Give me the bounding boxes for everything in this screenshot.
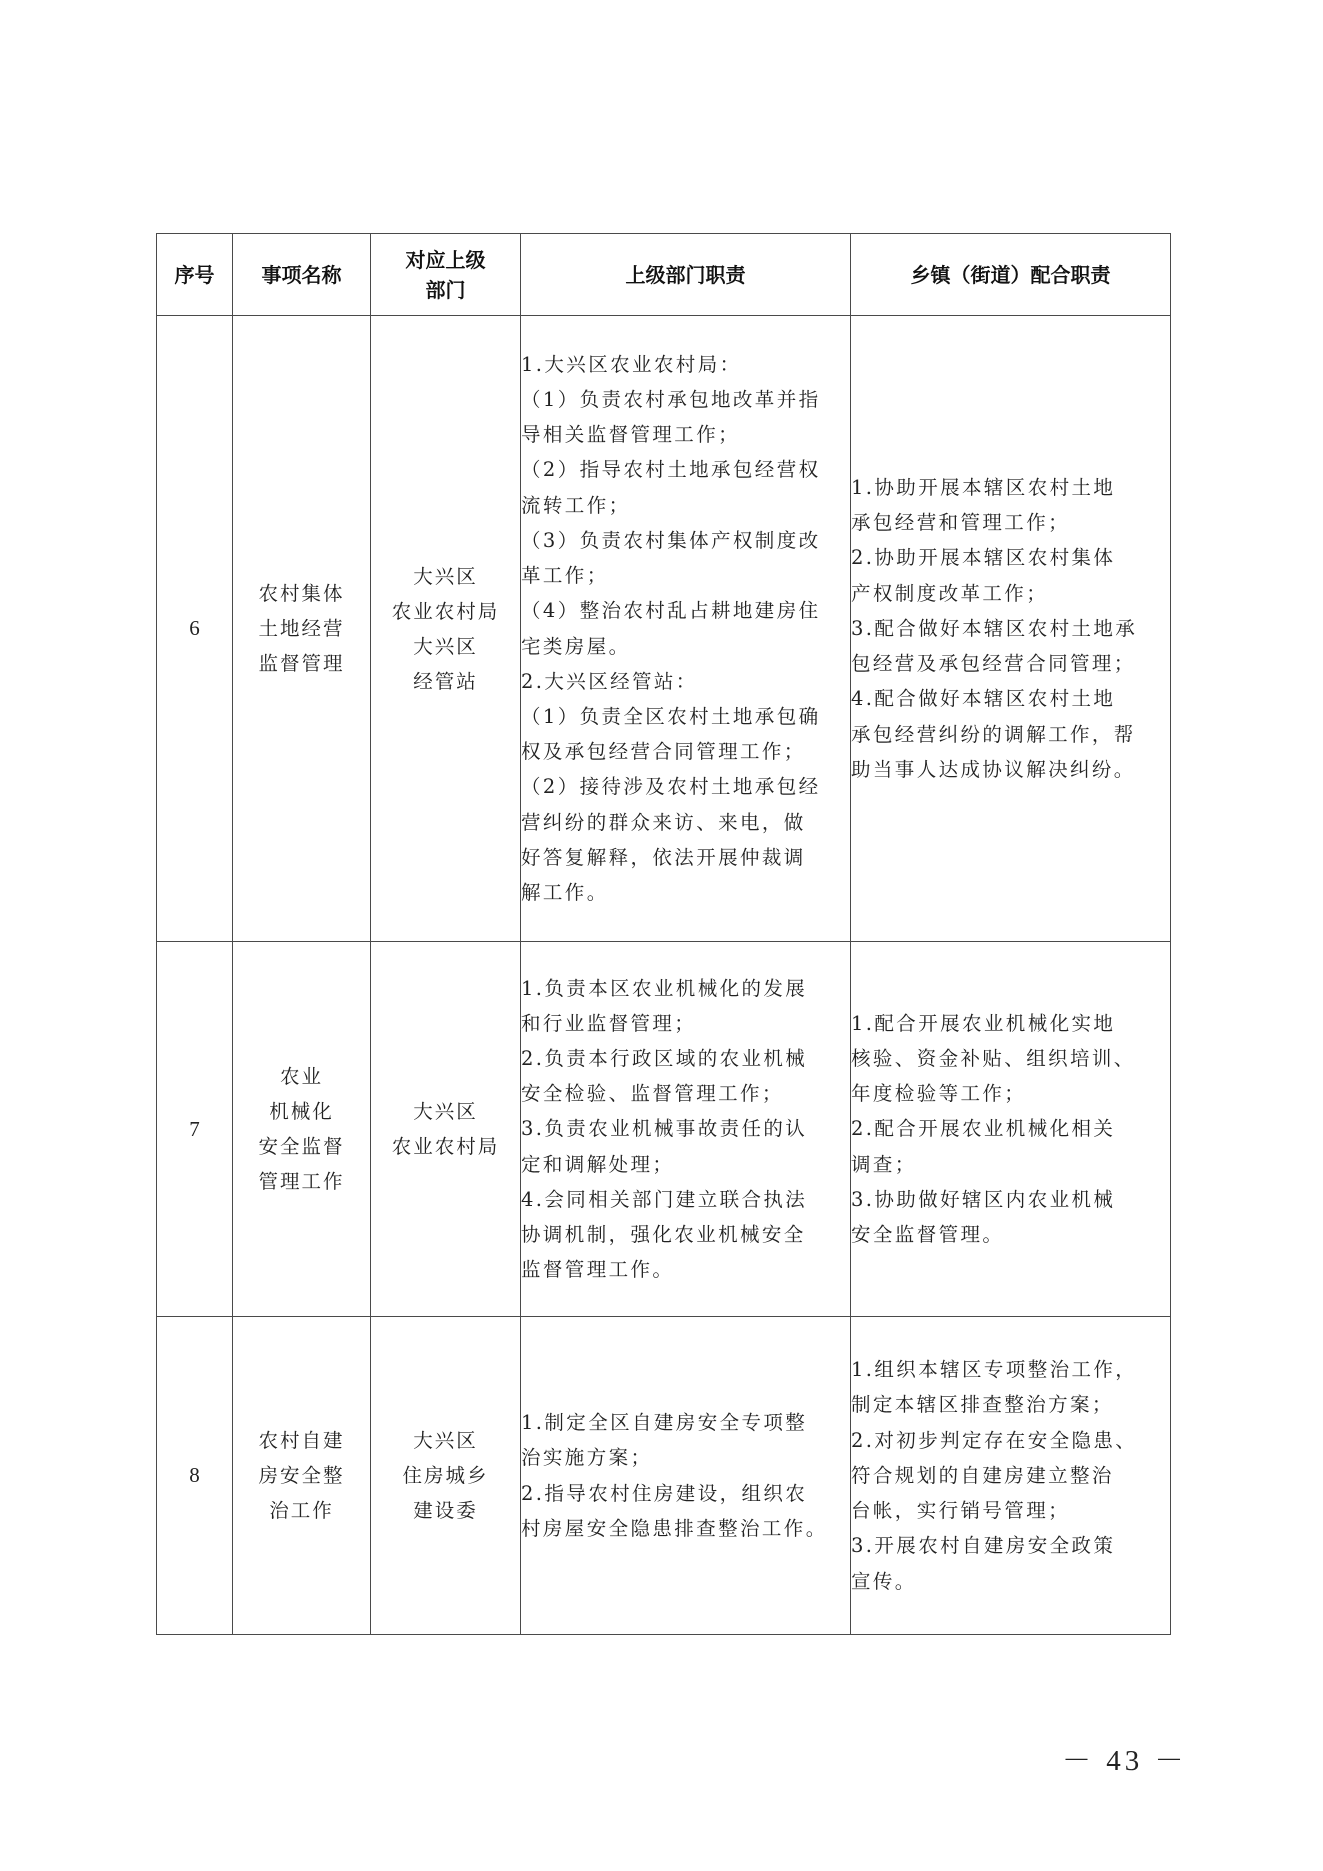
text-line: 治工作: [269, 1499, 334, 1522]
text-line: 2.负责本行政区域的农业机械: [521, 1046, 808, 1070]
text-line: 台帐，实行销号管理；: [851, 1499, 1071, 1523]
cell-item-name: [233, 942, 371, 1317]
text-line: 2.协助开展本辖区农村集体: [851, 546, 1116, 570]
text-line: 农村集体: [258, 582, 345, 605]
text-line: 年度检验等工作；: [851, 1082, 1027, 1106]
text-line: （3）负责农村集体产权制度改: [521, 528, 821, 552]
text-line: 好答复解释，依法开展仲裁调: [521, 845, 806, 869]
text-line: 导相关监督管理工作；: [521, 423, 741, 447]
text-line: 大兴区: [413, 1429, 478, 1452]
cell-town-duties: [851, 316, 1171, 942]
cell-town-duties: [851, 1317, 1171, 1635]
header-upper-department: [371, 234, 521, 316]
header-dept-line: 对应上级: [405, 247, 486, 272]
text-line: 2.大兴区经管站：: [521, 669, 698, 693]
text-line: 3.协助做好辖区内农业机械: [851, 1187, 1116, 1211]
text-line: 调查；: [851, 1152, 917, 1176]
text-line: 和行业监督管理；: [521, 1011, 697, 1035]
cell-upper-department: [371, 316, 521, 942]
text-line: 机械化: [269, 1100, 334, 1123]
cell-serial-number: 6: [157, 316, 233, 942]
text-line: 1.协助开展本辖区农村土地: [851, 476, 1116, 500]
text-line: 产权制度改革工作；: [851, 581, 1049, 605]
cell-upper-duties: [521, 316, 851, 942]
text-line: 承包经营纠纷的调解工作，帮: [851, 722, 1136, 746]
header-dept-line: 部门: [425, 277, 466, 302]
text-line: （1）负责全区农村土地承包确: [521, 704, 821, 728]
table-header-row: [157, 234, 1171, 316]
text-line: 1.制定全区自建房安全专项整: [521, 1411, 808, 1435]
text-line: 大兴区: [413, 564, 478, 588]
table-row: [157, 1317, 1171, 1635]
text-line: （2）指导农村土地承包经营权: [521, 458, 821, 482]
text-line: 2.指导农村住房建设，组织农: [521, 1481, 808, 1505]
text-line: 安全检验、监督管理工作；: [521, 1082, 784, 1106]
text-line: 权及承包经营合同管理工作；: [521, 740, 806, 764]
text-line: 安全监督: [258, 1135, 345, 1158]
text-line: 建设委: [413, 1499, 478, 1522]
responsibility-table: [156, 233, 1171, 1635]
text-line: 1.配合开展农业机械化实地: [851, 1011, 1116, 1035]
cell-upper-duties: [521, 942, 851, 1317]
text-line: 符合规划的自建房建立整治: [851, 1463, 1114, 1487]
text-line: （1）负责农村承包地改革并指: [521, 388, 821, 412]
cell-upper-department: [371, 1317, 521, 1635]
text-line: 农业农村局: [391, 1135, 500, 1158]
header-serial-number: 序号: [157, 234, 233, 316]
cell-upper-department: [371, 942, 521, 1317]
text-line: 革工作；: [521, 564, 609, 588]
text-line: 农业农村局: [391, 599, 500, 623]
text-line: 助当事人达成协议解决纠纷。: [851, 757, 1136, 781]
text-line: 4.配合做好本辖区农村土地: [851, 687, 1116, 711]
text-line: 农业: [279, 1065, 323, 1088]
text-line: 宅类房屋。: [521, 634, 631, 658]
text-line: 房安全整: [258, 1464, 345, 1487]
text-line: （2）接待涉及农村土地承包经: [521, 775, 821, 799]
page-number: － 43 －: [1062, 1745, 1188, 1777]
text-line: 流转工作；: [521, 493, 631, 517]
text-line: 安全监督管理。: [851, 1223, 1005, 1246]
text-line: 2.对初步判定存在安全隐患、: [851, 1428, 1138, 1452]
cell-serial-number: 7: [157, 942, 233, 1317]
text-line: 管理工作: [258, 1170, 345, 1193]
header-town-duties: 乡镇（街道）配合职责: [851, 234, 1171, 316]
text-line: 1.组织本辖区专项整治工作，: [851, 1358, 1138, 1382]
text-line: 3.负责农业机械事故责任的认: [521, 1117, 808, 1141]
text-line: 大兴区: [413, 1100, 478, 1123]
cell-town-duties: [851, 942, 1171, 1317]
text-line: 住房城乡: [402, 1464, 489, 1487]
text-line: 监督管理: [258, 652, 345, 675]
text-line: 定和调解处理；: [521, 1152, 675, 1176]
text-line: 3.开展农村自建房安全政策: [851, 1534, 1116, 1558]
text-line: 营纠纷的群众来访、来电，做: [521, 810, 806, 834]
text-line: 4.会同相关部门建立联合执法: [521, 1187, 808, 1211]
table-row: [157, 942, 1171, 1317]
text-line: 制定本辖区排查整治方案；: [851, 1393, 1114, 1417]
cell-serial-number: 8: [157, 1317, 233, 1635]
text-line: 经管站: [413, 669, 478, 693]
header-item-name: 事项名称: [233, 234, 371, 316]
text-line: 承包经营和管理工作；: [851, 511, 1071, 535]
text-line: （4）整治农村乱占耕地建房住: [521, 599, 821, 623]
table-row: [157, 316, 1171, 942]
cell-upper-duties: [521, 1317, 851, 1635]
text-line: 宣传。: [851, 1569, 917, 1593]
text-line: 大兴区: [413, 634, 478, 658]
text-line: 包经营及承包经营合同管理；: [851, 652, 1136, 676]
text-line: 治实施方案；: [521, 1446, 653, 1470]
text-line: 1.负责本区农业机械化的发展: [521, 976, 808, 1000]
cell-item-name: [233, 1317, 371, 1635]
text-line: 核验、资金补贴、组织培训、: [851, 1046, 1136, 1070]
text-line: 1.大兴区农业农村局：: [521, 352, 742, 376]
cell-item-name: [233, 316, 371, 942]
text-line: 土地经营: [258, 617, 345, 640]
text-line: 解工作。: [521, 880, 609, 904]
text-line: 2.配合开展农业机械化相关: [851, 1117, 1116, 1141]
text-line: 协调机制，强化农业机械安全: [521, 1223, 806, 1246]
text-line: 村房屋安全隐患排查整治工作。: [521, 1516, 828, 1540]
text-line: 监督管理工作。: [521, 1258, 675, 1282]
header-upper-duties: 上级部门职责: [521, 234, 851, 316]
text-line: 3.配合做好本辖区农村土地承: [851, 616, 1138, 640]
text-line: 农村自建: [258, 1429, 345, 1452]
